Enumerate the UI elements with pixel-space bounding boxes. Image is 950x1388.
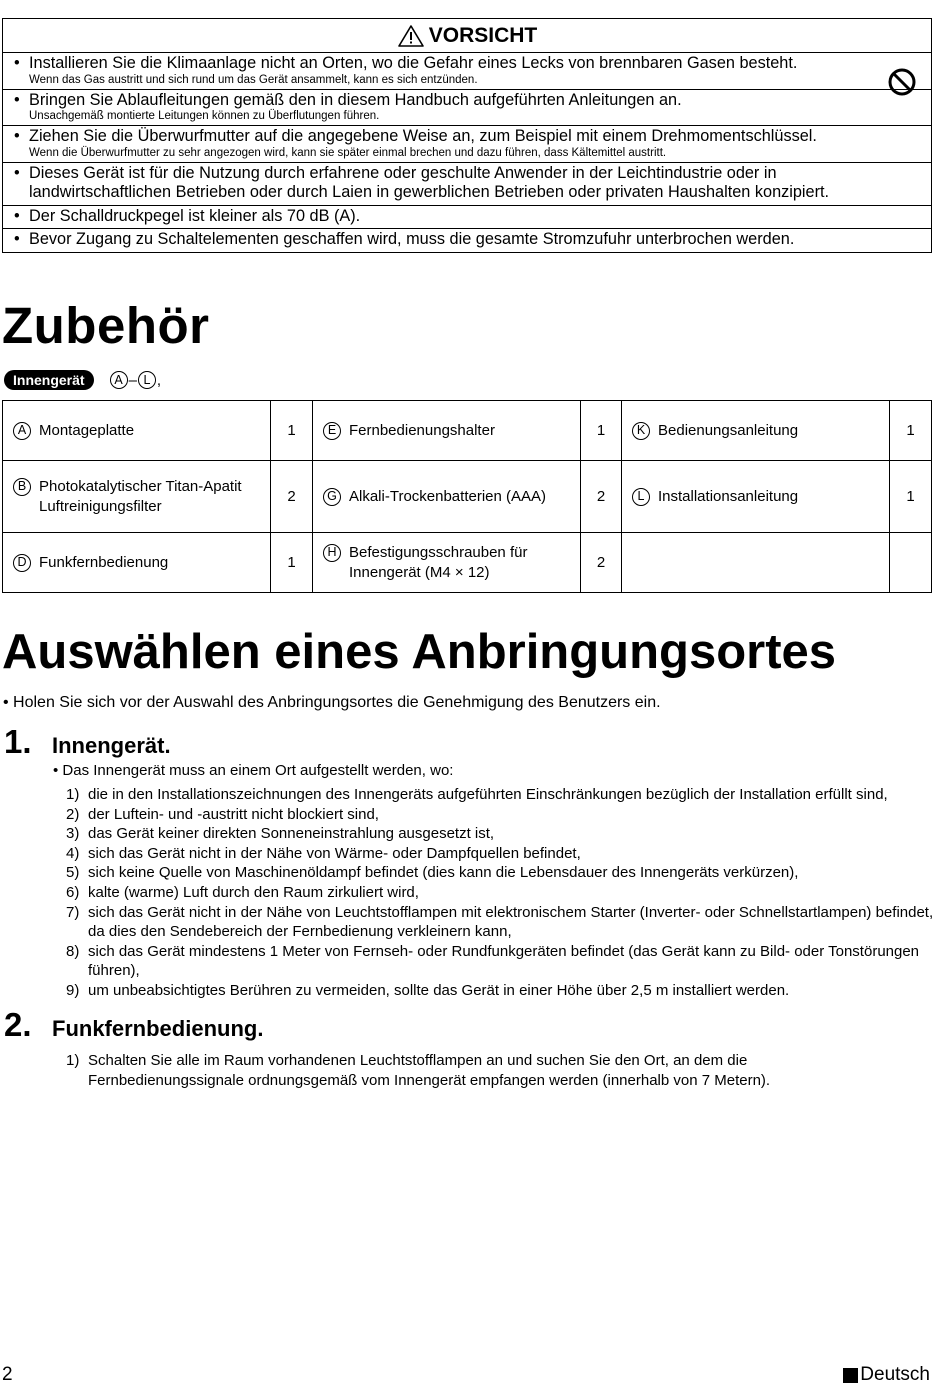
list-item: [66, 883, 946, 903]
indoor-unit-label-row: [4, 370, 161, 390]
list-item-text: die in den Installationszeichnungen des Innengeräts aufgeführten Einschränkungen bezüglich der Installation erfüllt sind,: [88, 786, 888, 803]
caution-item-text: Bevor Zugang zu Schaltelementen geschaffen wird, muss die gesamte Stromzufuhr unterbrochen werden.: [29, 230, 795, 248]
list-item-text: Schalten Sie alle im Raum vorhandenen Leuchtstofflampen an und suchen Sie den Ort, an dem die Fernbedienungssignale ordnungsgemäß vom Innengerät empfangen werden (innerhalb von 7 Metern).: [88, 1052, 771, 1089]
caution-item-note: Wenn die Überwurfmutter zu sehr angezogen wird, kann sie später einmal brechen und dazu führen, dass Kältemittel austritt.: [29, 146, 667, 159]
accessory-qty: 1: [287, 554, 296, 571]
accessory-qty-cell: [271, 533, 313, 593]
accessory-qty-cell: [581, 533, 622, 593]
accessory-name-cell: [313, 461, 581, 533]
caution-item-text: Dieses Gerät ist für die Nutzung durch erfahrene oder geschulte Anwender in der Leichtindustrie oder in landwirtschaftlichen Betrieben oder durch Laien in gewerblichen Betrieben oder privaten Haushalten konzipiert.: [29, 163, 830, 201]
accessory-name-cell: [3, 401, 271, 461]
page-number: 2: [2, 1364, 13, 1385]
accessory-row: [3, 533, 932, 593]
accessory-name: Installationsanleitung: [658, 487, 799, 505]
caution-items: [3, 53, 931, 252]
list-item-text: sich keine Quelle von Maschinenöldampf befindet (dies kann die Lebensdauer des Innengeräts verkürzen),: [88, 864, 799, 882]
square-marker-icon: [843, 1368, 858, 1383]
section-1-title: [4, 723, 171, 761]
bullet: •: [14, 206, 20, 225]
location-intro: • Holen Sie sich vor der Auswahl des Anbringungsortes die Genehmigung des Benutzers ein.: [3, 694, 661, 711]
list-number: 7): [66, 903, 80, 921]
accessory-name: Befestigungsschrauben für Innengerät (M4 × 12): [349, 543, 528, 581]
language-label: [843, 1364, 930, 1386]
bullet: •: [14, 54, 20, 72]
accessory-letter: A: [13, 422, 31, 440]
accessory-name: Bedienungsanleitung: [658, 421, 799, 439]
list-item-text: kalte (warme) Luft durch den Raum zirkuliert wird,: [88, 883, 419, 901]
warning-triangle-icon: [397, 24, 425, 48]
caution-item-note: Wenn das Gas austritt und sich rund um das Gerät ansammelt, kann es sich entzünden.: [29, 73, 478, 86]
accessory-name: Photokatalytischer Titan-Apatit Luftreinigungsfilter: [39, 477, 242, 515]
range-dash: –: [128, 371, 137, 389]
section-2-title: [4, 1006, 263, 1044]
list-number: 4): [66, 844, 80, 862]
accessory-qty: 1: [906, 488, 915, 505]
caution-item-note: Unsachgemäß montierte Leitungen können zu Überflutungen führen.: [29, 110, 380, 122]
accessories-heading: Zubehör: [2, 297, 210, 354]
caution-item: [3, 89, 931, 126]
accessory-name-cell: [313, 533, 581, 593]
accessory-qty: 2: [596, 488, 606, 505]
caution-item: [3, 162, 931, 205]
accessory-qty: 2: [287, 488, 296, 505]
caution-box: [2, 18, 932, 253]
language-text: Deutsch: [860, 1364, 930, 1385]
caution-item-text: Ziehen Sie die Überwurfmutter auf die angegebene Weise an, zum Beispiel mit einem Drehmomentschlüssel.: [29, 127, 817, 145]
accessory-row: [3, 461, 932, 533]
list-number: 3): [66, 825, 80, 843]
accessory-letter: G: [323, 488, 341, 506]
caution-item: [3, 228, 931, 252]
accessory-name: Alkali-Trockenbatterien (AAA): [349, 487, 547, 505]
list-number: 1): [66, 786, 80, 803]
list-number: 8): [66, 942, 80, 960]
accessory-name: Funkfernbedienung: [39, 553, 169, 571]
list-item-text: der Luftein- und -austritt nicht blockiert sind,: [88, 805, 379, 823]
accessory-name-cell: [313, 401, 581, 461]
caution-title: VORSICHT: [428, 23, 538, 47]
list-number: 2): [66, 805, 80, 823]
accessory-qty: 2: [596, 554, 606, 571]
accessory-qty: 1: [906, 422, 915, 439]
section-2-list: [66, 1051, 886, 1090]
accessories-table: [2, 400, 932, 593]
accessory-qty: 1: [596, 422, 606, 439]
accessory-name-cell: [622, 461, 890, 533]
indoor-unit-badge: Innengerät: [4, 370, 94, 390]
caution-item-text: Installieren Sie die Klimaanlage nicht an Orten, wo die Gefahr eines Lecks von brennbaren Gasen besteht.: [29, 54, 798, 72]
accessory-name-cell: [622, 401, 890, 461]
list-item: [66, 942, 946, 981]
accessory-qty-cell: [271, 461, 313, 533]
section-2-label: Funkfernbedienung.: [52, 1016, 264, 1041]
section-2-number: 2.: [4, 1006, 32, 1043]
accessory-name: Montageplatte: [39, 421, 135, 439]
location-heading: Auswählen eines Anbringungsortes: [2, 625, 837, 679]
accessory-name: Fernbedienungshalter: [349, 421, 495, 439]
accessory-letter: H: [323, 544, 341, 562]
accessory-qty-cell: [890, 401, 932, 461]
section-1-list: [66, 785, 946, 1001]
caution-item: [3, 53, 931, 89]
accessory-qty: 1: [287, 422, 296, 439]
list-number: 6): [66, 883, 80, 901]
list-item: [66, 844, 946, 864]
caution-item: [3, 205, 931, 229]
list-item: [66, 981, 946, 1001]
bullet: •: [14, 230, 20, 248]
list-item: [66, 903, 946, 942]
caution-header: [3, 19, 931, 53]
list-item-text: das Gerät keiner direkten Sonneneinstrahlung ausgesetzt ist,: [88, 825, 495, 843]
prohibition-icon: [887, 67, 917, 97]
accessory-letter: L: [632, 488, 650, 506]
bullet: •: [14, 163, 20, 182]
letter-circle-a: A: [110, 371, 128, 389]
accessory-letter: D: [13, 554, 31, 572]
list-item: [66, 785, 946, 805]
list-item-text: sich das Gerät mindestens 1 Meter von Fernseh- oder Rundfunkgeräten befindet (das Gerät kann zu Bild- oder Tonstörungen führen),: [88, 942, 920, 980]
list-item-text: um unbeabsichtigtes Berühren zu vermeiden, sollte das Gerät in einer Höhe über 2,5 m installiert werden.: [88, 981, 790, 999]
list-item: [66, 1051, 886, 1090]
list-number: 5): [66, 864, 80, 882]
accessory-qty-cell: [271, 401, 313, 461]
caution-item-text: Bringen Sie Ablaufleitungen gemäß den in diesem Handbuch aufgeführten Anleitungen an.: [29, 90, 682, 109]
accessory-name-cell: [622, 533, 890, 593]
letter-range: [110, 371, 162, 389]
accessory-letter: K: [632, 422, 650, 440]
list-item: [66, 824, 946, 844]
list-number: 9): [66, 981, 80, 999]
accessory-name-cell: [3, 533, 271, 593]
list-number: 1): [66, 1052, 80, 1069]
accessory-name-cell: [3, 461, 271, 533]
bullet: •: [14, 90, 20, 109]
range-comma: ,: [156, 371, 162, 389]
letter-circle-l: L: [138, 371, 156, 389]
section-1-label: Innengerät.: [52, 733, 171, 758]
caution-item-text: Der Schalldruckpegel ist kleiner als 70 dB (A).: [29, 206, 361, 225]
list-item: [66, 863, 946, 883]
bullet: •: [14, 127, 20, 145]
caution-item: [3, 125, 931, 162]
accessory-qty-cell: [890, 461, 932, 533]
accessory-qty-cell: [890, 533, 932, 593]
list-item-text: sich das Gerät nicht in der Nähe von Wärme- oder Dampfquellen befindet,: [88, 844, 581, 862]
section-1-number: 1.: [4, 723, 32, 760]
accessory-row: [3, 401, 932, 461]
accessory-letter: E: [323, 422, 341, 440]
accessory-qty-cell: [581, 401, 622, 461]
accessory-qty-cell: [581, 461, 622, 533]
list-item-text: sich das Gerät nicht in der Nähe von Leuchtstofflampen mit elektronischem Starter (Inverter- oder Schnellstartlampen) befindet, da dies den Sendebereich der Fernbedienung verkleinern kann,: [88, 903, 934, 941]
accessory-letter: B: [13, 478, 31, 496]
list-item: [66, 805, 946, 825]
section-1-bullet: • Das Innengerät muss an einem Ort aufgestellt werden, wo:: [53, 762, 454, 779]
